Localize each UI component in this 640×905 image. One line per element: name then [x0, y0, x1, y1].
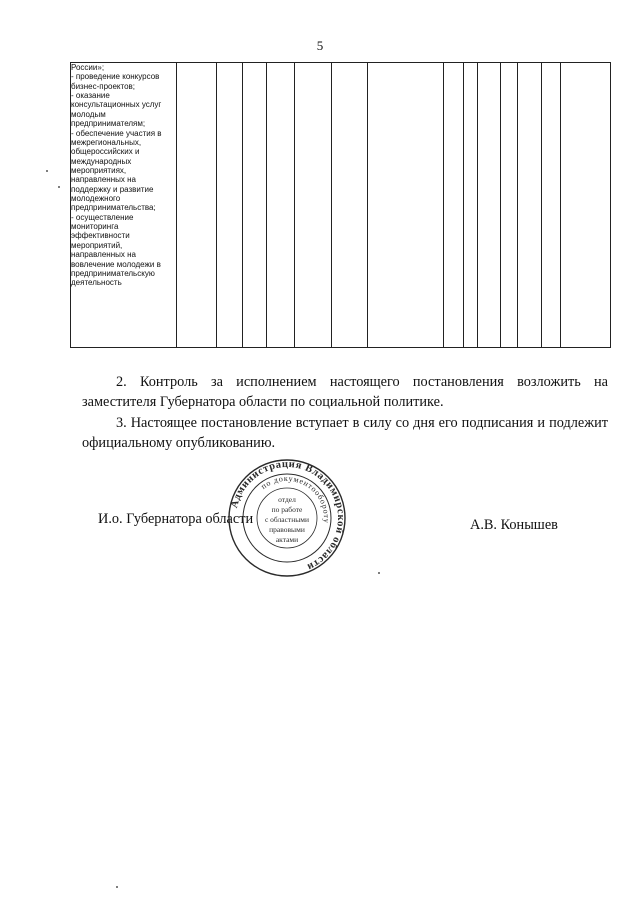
paragraph-effective-date: 3. Настоящее постановление вступает в силу со дня его подписания и подлежит официальному опубликованию. [82, 415, 608, 451]
table-cell [368, 63, 444, 348]
table-cell [295, 63, 332, 348]
table-cell [267, 63, 295, 348]
seal-center-line: с областными [264, 515, 310, 524]
table-cell [217, 63, 243, 348]
seal-icon [227, 458, 347, 578]
official-seal [227, 458, 347, 578]
seal-inner-text: по документообороту [259, 473, 332, 525]
scan-speck [378, 572, 380, 574]
scan-speck [58, 186, 60, 188]
table-cell [478, 63, 501, 348]
seal-outer-text: Администрация Владимирской области [229, 458, 347, 573]
table-row [71, 63, 611, 348]
page-number: 5 [316, 38, 324, 53]
table-cell [444, 63, 464, 348]
paragraph-control: 2. Контроль за исполнением настоящего постановления возложить на заместителя Губернатора области по социальной политике. [82, 374, 608, 410]
activity-table-continuation [70, 62, 611, 348]
table-cell [518, 63, 542, 348]
table-cell [501, 63, 518, 348]
activity-table [70, 62, 611, 348]
table-cell-activities: России»; - проведение конкурсов бизнес-проектов; - оказание консультационных услуг молодым предпринимателям; - обеспечение участия в межрегиональных, общероссийских и международных мероприятиях, направленных на поддержку и развитие молодежного предпринимательства; - осуществление мониторинга эффективности мероприятий, направленных на вовлечение молодежи в предпринимательскую деятельность [71, 63, 177, 348]
table-cell [243, 63, 267, 348]
table-cell [332, 63, 368, 348]
table-cell [177, 63, 217, 348]
scan-speck [116, 886, 118, 888]
table-cell [464, 63, 478, 348]
table-cell [561, 63, 611, 348]
signer-name: А.В. Конышев [470, 517, 558, 533]
signer-title: И.о. Губернатора области [98, 511, 254, 527]
scan-speck [46, 170, 48, 172]
seal-center-line: актами [275, 535, 299, 544]
seal-center-line: отдел [278, 495, 296, 504]
table-cell [542, 63, 561, 348]
seal-center-line: правовыми [269, 525, 305, 534]
seal-center-line: по работе [271, 505, 303, 514]
